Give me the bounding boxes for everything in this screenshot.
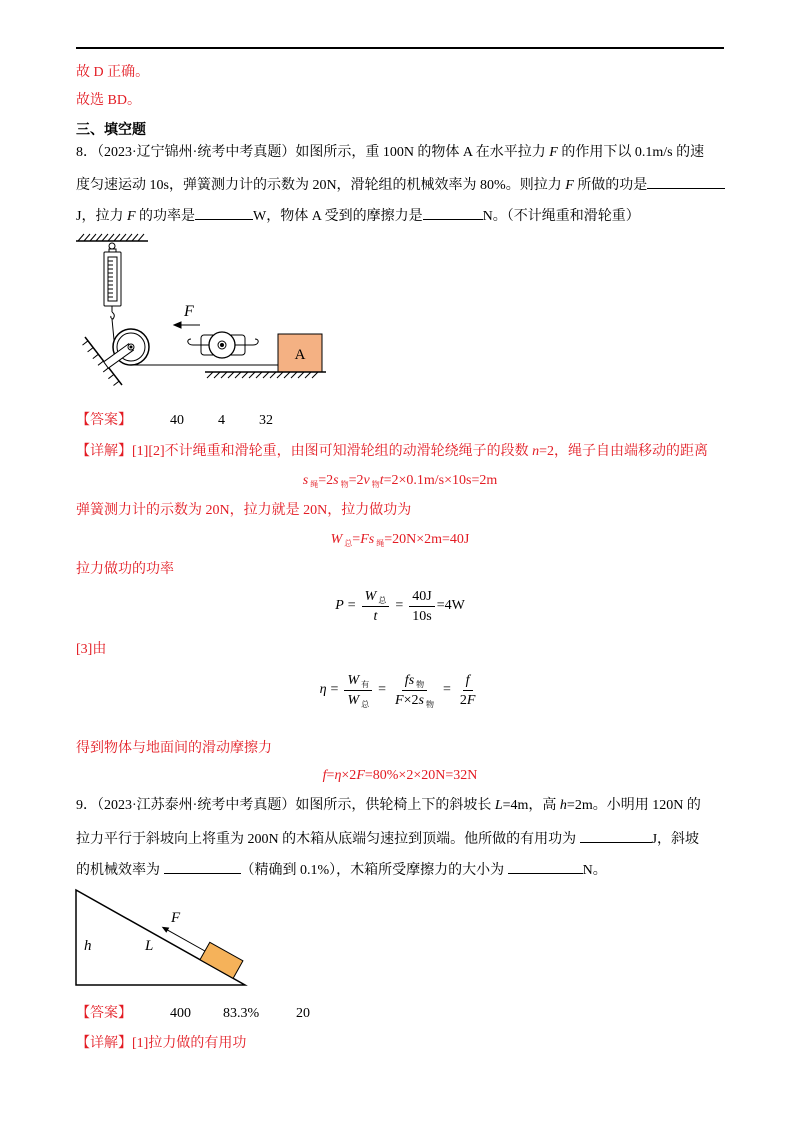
eq-symbol: W <box>347 672 360 688</box>
eq-subscript: 物 <box>416 679 425 689</box>
numerator: 40J <box>409 588 434 607</box>
q8-stem-text: 的功率是 <box>135 209 196 224</box>
eq-power <box>0 586 800 626</box>
fraction <box>457 672 479 709</box>
q8-stem-text: 度匀速运动 10s，弹簧测力计的示数为 20N，滑轮组的机械效率为 80%。则拉力 <box>76 178 566 193</box>
q8-stem-text: 8．（2023·辽宁锦州·统考中考真题）如图所示，重 100N 的物体 A 在水平拉力 <box>76 145 550 160</box>
q9-answer-label: 【答案】 <box>76 1006 132 1021</box>
eq-subscript: 物 <box>340 480 349 489</box>
answer-blank-power <box>195 205 253 220</box>
q8-solution-line-5: 得到物体与地面间的滑动摩擦力 <box>76 741 272 756</box>
numerator <box>362 588 390 607</box>
eq-efficiency <box>0 668 800 712</box>
answer-blank-friction <box>508 859 583 874</box>
eq-symbol: F <box>395 692 404 708</box>
pull-force-arrow <box>162 927 205 951</box>
q9-stem-line-3 <box>76 859 607 879</box>
q9-stem-text: =4m，高 <box>502 798 560 813</box>
length-label: L <box>145 938 154 954</box>
block-label: A <box>294 347 306 363</box>
scale-ring <box>109 243 115 249</box>
q9-stem-line-2 <box>76 828 699 848</box>
answer-blank-efficiency <box>164 859 241 874</box>
eq-symbol: η <box>319 682 327 697</box>
eq-text: = <box>352 532 361 547</box>
previous-conclusion: 故 D 正确。 <box>76 65 150 80</box>
eq-subscript: 总 <box>378 595 387 605</box>
pull-force-arrow <box>174 322 200 328</box>
eq-operator: = <box>347 598 356 613</box>
q8-answer-1: 40 <box>170 413 184 428</box>
eq-text: =2 <box>348 473 364 488</box>
eq-symbol: t <box>379 473 384 488</box>
q9-solution-line-1: 【详解】[1]拉力做的有用功 <box>76 1036 247 1051</box>
eq-operator: = <box>395 598 404 613</box>
height-label: h <box>84 938 92 954</box>
eq-text: =2×0.1m/s×10s=2m <box>383 473 498 488</box>
q8-stem-line-2 <box>76 174 725 194</box>
force-symbol: F <box>126 209 136 224</box>
denominator <box>371 607 381 625</box>
q8-solution-line-4: [3]由 <box>76 642 107 657</box>
eq-symbol: F <box>466 692 476 708</box>
eq-subscript: 绳 <box>376 539 385 548</box>
eq-symbol: s <box>418 692 424 708</box>
q9-stem-text: （精确到 0.1%），木箱所受摩擦力的大小为 <box>240 863 508 878</box>
ceiling-hatch <box>78 234 144 241</box>
eq-text: ×2 <box>403 692 419 708</box>
force-symbol: F <box>565 178 574 193</box>
q8-stem-line-1 <box>76 143 704 163</box>
eq-operator: = <box>330 682 339 697</box>
force-symbol: F <box>549 145 558 160</box>
eq-symbol: t <box>373 608 378 624</box>
eq-text: =20N×2m=40J <box>384 532 470 547</box>
eq-symbol: s <box>302 473 309 488</box>
eq-symbol: F <box>360 532 369 547</box>
eq-symbol: f <box>404 672 409 688</box>
q9-stem-text: 的机械效率为 <box>76 863 164 878</box>
force-label: F <box>184 303 194 320</box>
eq-subscript: 物 <box>371 480 380 489</box>
eq-subscript: 绳 <box>310 480 319 489</box>
q9-stem-line-1 <box>76 796 701 816</box>
q8-stem-text: N。（不计绳重和滑轮重） <box>482 209 640 224</box>
numerator <box>344 672 372 691</box>
header-rule <box>76 47 724 49</box>
eq-total-work <box>0 530 800 550</box>
q8-answer-3: 32 <box>259 413 273 428</box>
denominator: 10s <box>412 608 432 624</box>
previous-choice: 故选 BD。 <box>76 93 141 108</box>
eq-symbol: W <box>364 588 377 604</box>
solution-text: 【详解】[1][2]不计绳重和滑轮重，由图可知滑轮组的动滑轮绕绳子的段数 <box>76 444 533 459</box>
fraction <box>392 672 437 709</box>
answer-blank-friction <box>423 205 483 220</box>
eq-operator: = <box>442 682 451 697</box>
q9-answer-1: 400 <box>170 1006 191 1021</box>
height-symbol: h <box>559 798 567 813</box>
fraction <box>344 672 372 709</box>
eq-text: = <box>326 768 335 783</box>
denominator <box>457 691 479 709</box>
eq-text: =80%×2×20N=32N <box>364 768 478 783</box>
force-label: F <box>171 910 181 926</box>
eq-subscript: 有 <box>361 679 370 689</box>
denominator <box>344 691 372 709</box>
fraction <box>362 588 390 625</box>
eq-rope-distance <box>0 471 800 491</box>
eq-symbol: W <box>347 692 360 708</box>
answer-blank-work <box>647 174 725 189</box>
eq-subscript: 物 <box>425 699 434 709</box>
q8-stem-text: W，物体 A 受到的摩擦力是 <box>253 209 423 224</box>
eq-subscript: 总 <box>344 539 353 548</box>
eq-text: =2 <box>318 473 334 488</box>
numerator <box>402 672 427 691</box>
eq-friction <box>0 766 800 786</box>
answer-blank-useful-work <box>580 828 652 843</box>
q8-stem-line-3 <box>76 205 640 225</box>
scale-rope <box>112 319 114 340</box>
crate <box>200 942 243 978</box>
q9-stem-text: =2m。小明用 120N 的 <box>566 798 701 813</box>
q9-stem-text: 拉力平行于斜坡向上将重为 200N 的木箱从底端匀速拉到顶端。他所做的有用功为 <box>76 832 580 847</box>
eq-symbol: s <box>368 532 375 547</box>
fraction <box>409 588 434 625</box>
q8-solution-line-1 <box>76 442 708 462</box>
ground-hatch <box>207 372 318 378</box>
eq-symbol: s <box>408 672 415 688</box>
pulley-system-figure <box>70 226 340 390</box>
eq-symbol: F <box>356 768 365 783</box>
spring-scale <box>104 249 121 319</box>
incline-figure <box>70 884 252 990</box>
eq-symbol: v <box>363 473 370 488</box>
q8-answer-2: 4 <box>218 413 225 428</box>
eq-symbol: η <box>334 768 342 783</box>
eq-symbol: P <box>335 598 344 613</box>
q9-answer-2: 83.3% <box>223 1006 260 1021</box>
eq-text: 2 <box>459 692 467 708</box>
q8-solution-line-3: 拉力做功的功率 <box>76 562 174 577</box>
numerator <box>463 672 473 691</box>
eq-symbol: s <box>333 473 339 488</box>
solution-text: =2，绳子自由端移动的距离 <box>539 444 709 459</box>
movable-pulley <box>188 332 258 358</box>
eq-result: =4W <box>436 598 465 613</box>
q9-stem-text: J，斜坡 <box>651 832 700 847</box>
q8-stem-text: J，拉力 <box>76 209 127 224</box>
denominator <box>392 691 437 709</box>
q9-answer-3: 20 <box>296 1006 310 1021</box>
q9-stem-text: 9．（2023·江苏泰州·统考中考真题）如图所示，供轮椅上下的斜坡长 <box>76 798 495 813</box>
q9-stem-text: N。 <box>582 863 607 878</box>
eq-symbol: f <box>465 672 470 688</box>
q8-solution-line-2: 弹簧测力计的示数为 20N，拉力就是 20N，拉力做功为 <box>76 503 412 518</box>
fixed-pulley <box>104 329 149 368</box>
section-title: 三、填空题 <box>76 123 146 138</box>
segment-count-symbol: n <box>532 444 540 459</box>
eq-symbol: f <box>322 768 327 783</box>
eq-symbol: W <box>330 532 343 547</box>
eq-text: ×2 <box>341 768 357 783</box>
eq-subscript: 总 <box>361 699 370 709</box>
eq-operator: = <box>378 682 387 697</box>
q8-answer-label: 【答案】 <box>76 413 132 428</box>
q8-stem-text: 所做的功是 <box>573 178 648 193</box>
q8-stem-text: 的作用下以 0.1m/s 的速 <box>557 145 705 160</box>
length-symbol: L <box>494 798 503 813</box>
